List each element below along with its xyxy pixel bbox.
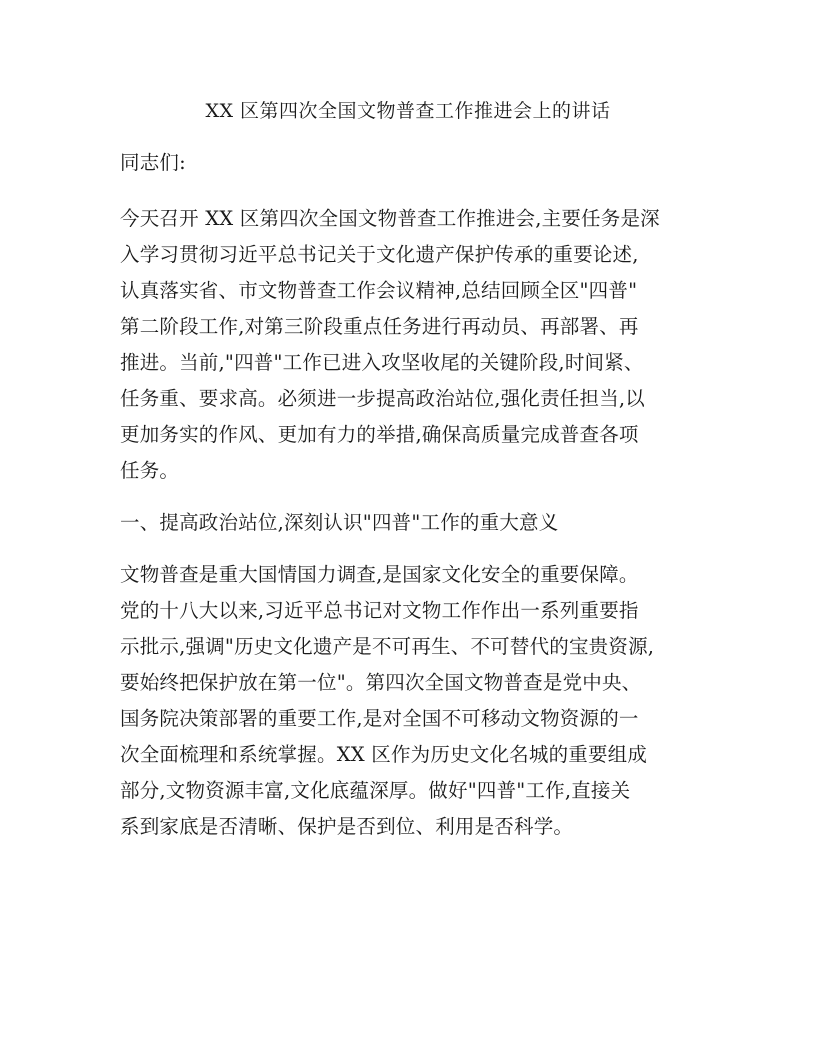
paragraph-line: 党的十八大以来,习近平总书记对文物工作作出一系列重要指 (120, 599, 639, 622)
paragraph-line: 更加务实的作风、更加有力的举措,确保高质量完成普查各项 (120, 423, 639, 446)
paragraph-line: 次全面梳理和系统掌握。XX 区作为历史文化名城的重要组成 (120, 743, 648, 766)
paragraph-line: 国务院决策部署的重要工作,是对全国不可移动文物资源的一 (120, 707, 639, 730)
paragraph-line: 系到家底是否清晰、保护是否到位、利用是否科学。 (120, 815, 574, 838)
paragraph-line: 推进。当前,"四普"工作已进入攻坚收尾的关键阶段,时间紧、 (120, 351, 644, 374)
paragraph-line: 部分,文物资源丰富,文化底蕴深厚。做好"四普"工作,直接关 (120, 779, 631, 802)
paragraph-line: 示批示,强调"历史文化遗产是不可再生、不可替代的宝贵资源, (120, 635, 655, 658)
paragraph-line: 认真落实省、市文物普查工作会议精神,总结回顾全区"四普" (120, 279, 638, 302)
paragraph-line: 任务。 (120, 459, 180, 482)
paragraph-line: 入学习贯彻习近平总书记关于文化遗产保护传承的重要论述, (120, 243, 639, 266)
section-heading: 一、提高政治站位,深刻认识"四普"工作的重大意义 (120, 511, 559, 534)
document-title: XX 区第四次全国文物普查工作推进会上的讲话 (205, 100, 611, 122)
paragraph-line: 要始终把保护放在第一位"。第四次全国文物普查是党中央、 (120, 671, 642, 694)
paragraph-line: 文物普查是重大国情国力调查,是国家文化安全的重要保障。 (120, 563, 639, 586)
paragraph-line: 今天召开 XX 区第四次全国文物普查工作推进会,主要任务是深 (120, 207, 660, 230)
salutation: 同志们: (120, 151, 186, 174)
paragraph-line: 第二阶段工作,对第三阶段重点任务进行再动员、再部署、再 (120, 315, 639, 338)
paragraph-line: 任务重、要求高。必须进一步提高政治站位,强化责任担当,以 (120, 387, 645, 410)
